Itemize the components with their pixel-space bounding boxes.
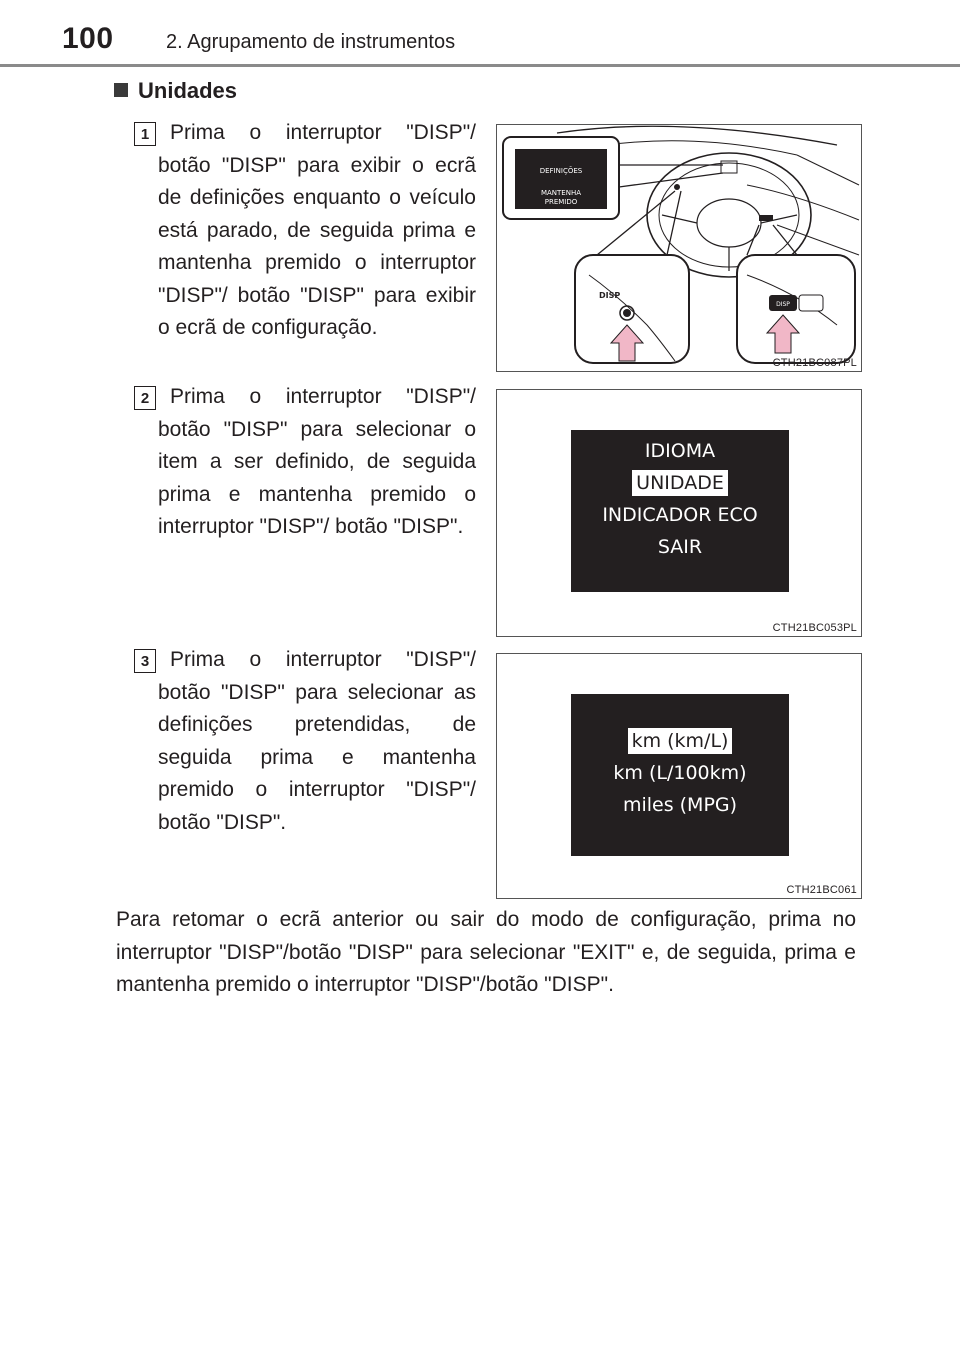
section-title [114, 78, 237, 104]
menu-option-selected: UNIDADE [571, 472, 789, 494]
display-line-3: PREMIDO [544, 198, 578, 206]
step-2-badge: 2 [134, 386, 156, 410]
menu-option: miles (MPG) [622, 794, 738, 816]
step-3-badge: 3 [134, 649, 156, 673]
menu-option: INDICADOR ECO [602, 504, 758, 526]
chapter-title: 2. Agrupamento de instrumentos [166, 31, 456, 53]
menu-option: SAIR [657, 536, 703, 558]
closing-paragraph: Para retomar o ecrã anterior ou sair do modo de configuração, prima no interruptor "DISP"/botão "DISP" para selecionar "EXIT" e, de seguida, prima e mantenha premido o interruptor "DISP"/botão "DISP". [116, 908, 856, 996]
page-number: 100 [62, 22, 114, 55]
figure-code: CTH21BC053PL [772, 622, 857, 634]
disp-label-right: DISP [776, 301, 790, 308]
display-screen [571, 430, 789, 592]
figure-settings-menu [496, 389, 862, 637]
page-header [0, 0, 960, 66]
figure-units-menu [496, 653, 862, 899]
step-3-text: Prima o interruptor "DISP"/ botão "DISP" para selecionar as definições pretendidas, de seguida prima e mantenha premido o interruptor "DISP"/ botão "DISP". [158, 648, 476, 834]
display-line-2: MANTENHA [540, 189, 582, 197]
menu-option: km (L/100km) [613, 762, 747, 784]
section-title-text: Unidades [138, 78, 238, 103]
square-bullet-icon [114, 83, 128, 97]
figure-code: CTH21BC087PL [772, 357, 857, 369]
figure-code: CTH21BC061 [786, 884, 857, 896]
step-2-text: Prima o interruptor "DISP"/ botão "DISP" para selecionar o item a ser definido, de seguida prima e mantenha premido o interruptor "DISP"/ botão "DISP". [158, 385, 476, 538]
header-rule [0, 64, 960, 67]
disp-label-left: DISP [599, 291, 621, 300]
steering-wheel-illustration [497, 125, 861, 371]
step-1-badge: 1 [134, 122, 156, 146]
menu-option-selected: km (km/L) [571, 730, 789, 752]
step-1-text: Prima o interruptor "DISP"/ botão "DISP" para exibir o ecrã de definições enquanto o veículo está parado, de seguida prima e mantenha premido o interruptor "DISP"/ botão "DISP" para exibir o ecrã de configuração. [158, 121, 476, 339]
menu-option: IDIOMA [644, 440, 716, 462]
figure-steering-wheel [496, 124, 862, 372]
display-screen [571, 694, 789, 856]
display-line-1: DEFINIÇÕES [539, 167, 583, 175]
